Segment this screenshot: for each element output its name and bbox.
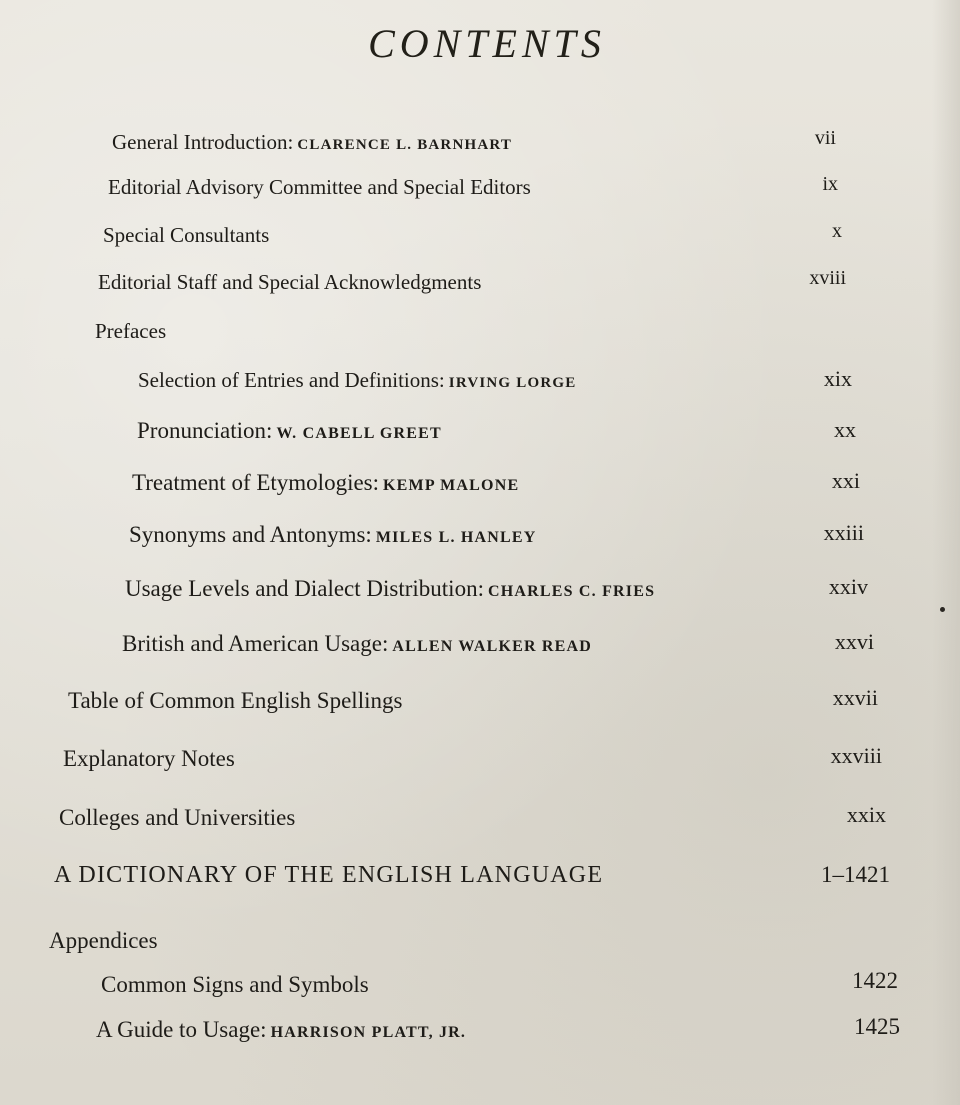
page-title: CONTENTS	[368, 21, 606, 66]
toc-page-number: ix	[822, 173, 838, 195]
toc-entry-author: CLARENCE L. BARNHART	[297, 137, 513, 153]
page-edge-shadow	[932, 0, 960, 1105]
ink-speck	[940, 607, 945, 612]
toc-entry-title: A DICTIONARY OF THE ENGLISH LANGUAGE	[54, 862, 604, 888]
toc-page-number: x	[832, 220, 842, 242]
toc-entry-general-introduction	[112, 130, 512, 155]
toc-page-number: xviii	[809, 267, 846, 289]
toc-entry-editorial-staff	[98, 270, 481, 295]
toc-entry-title: A Guide to Usage:	[96, 1017, 267, 1042]
toc-entry-title: Selection of Entries and Definitions:	[138, 368, 445, 392]
toc-entry-title: Common Signs and Symbols	[101, 972, 369, 997]
toc-page-number: xxiii	[823, 520, 864, 545]
toc-entry-usage-levels	[125, 576, 655, 602]
toc-page-number: 1422	[852, 968, 898, 993]
toc-entry-dictionary	[54, 862, 603, 889]
toc-entry-title: General Introduction:	[112, 130, 294, 154]
toc-page-number: 1425	[854, 1014, 900, 1039]
toc-page-number: xxi	[831, 468, 860, 493]
toc-entry-title: Colleges and Universities	[59, 805, 296, 830]
toc-entry-title: Treatment of Etymologies:	[132, 470, 380, 495]
toc-page-number: xxvii	[832, 685, 878, 710]
toc-entry-british-and-american-usage	[122, 631, 592, 657]
toc-page-number: xxiv	[828, 574, 868, 599]
toc-entry-title: Table of Common English Spellings	[68, 688, 403, 713]
toc-entry-author: KEMP MALONE	[383, 477, 520, 494]
toc-entry-treatment-of-etymologies	[132, 470, 519, 496]
toc-page-number: vii	[814, 127, 836, 149]
toc-entry-title: Editorial Advisory Committee and Special Editors	[108, 175, 531, 199]
toc-entry-title: Editorial Staff and Special Acknowledgments	[98, 270, 482, 294]
toc-entry-author: W. CABELL GREET	[276, 425, 442, 442]
toc-entry-title: Usage Levels and Dialect Distribution:	[125, 576, 484, 601]
toc-entry-title: Synonyms and Antonyms:	[129, 522, 372, 547]
toc-entry-colleges-and-universities	[59, 805, 295, 831]
toc-entry-special-consultants	[103, 223, 269, 248]
toc-entry-table-of-common-english-spellings	[68, 688, 402, 714]
toc-entry-author: IRVING LORGE	[448, 375, 577, 391]
toc-entry-title: British and American Usage:	[122, 631, 389, 656]
toc-entry-author: HARRISON PLATT, JR.	[270, 1024, 467, 1041]
toc-page-number: 1–1421	[821, 862, 890, 887]
toc-entry-common-signs-and-symbols	[101, 972, 369, 998]
toc-entry-selection-of-entries	[138, 368, 576, 393]
toc-page-number: xx	[834, 417, 856, 442]
toc-entry-title: Pronunciation:	[137, 418, 273, 443]
toc-entry-title: Special Consultants	[103, 223, 270, 247]
toc-page-number: xxvi	[834, 629, 874, 654]
toc-entry-synonyms-and-antonyms	[129, 522, 537, 548]
toc-entry-author: CHARLES C. FRIES	[487, 583, 656, 600]
toc-entry-title: Prefaces	[95, 319, 167, 343]
toc-entry-guide-to-usage	[96, 1017, 466, 1043]
toc-section-prefaces	[95, 319, 166, 344]
toc-entry-author: ALLEN WALKER READ	[392, 638, 593, 655]
toc-page-number: xxviii	[830, 743, 882, 768]
toc-section-appendices	[49, 928, 158, 954]
toc-entry-title: Explanatory Notes	[63, 746, 235, 771]
toc-entry-pronunciation	[137, 418, 442, 444]
toc-entry-editorial-advisory-committee	[108, 175, 531, 200]
toc-entry-explanatory-notes	[63, 746, 235, 772]
toc-entry-author: MILES L. HANLEY	[375, 529, 537, 546]
toc-entry-title: Appendices	[49, 928, 158, 953]
toc-page-number: xix	[823, 366, 852, 391]
toc-page-number: xxix	[846, 802, 886, 827]
